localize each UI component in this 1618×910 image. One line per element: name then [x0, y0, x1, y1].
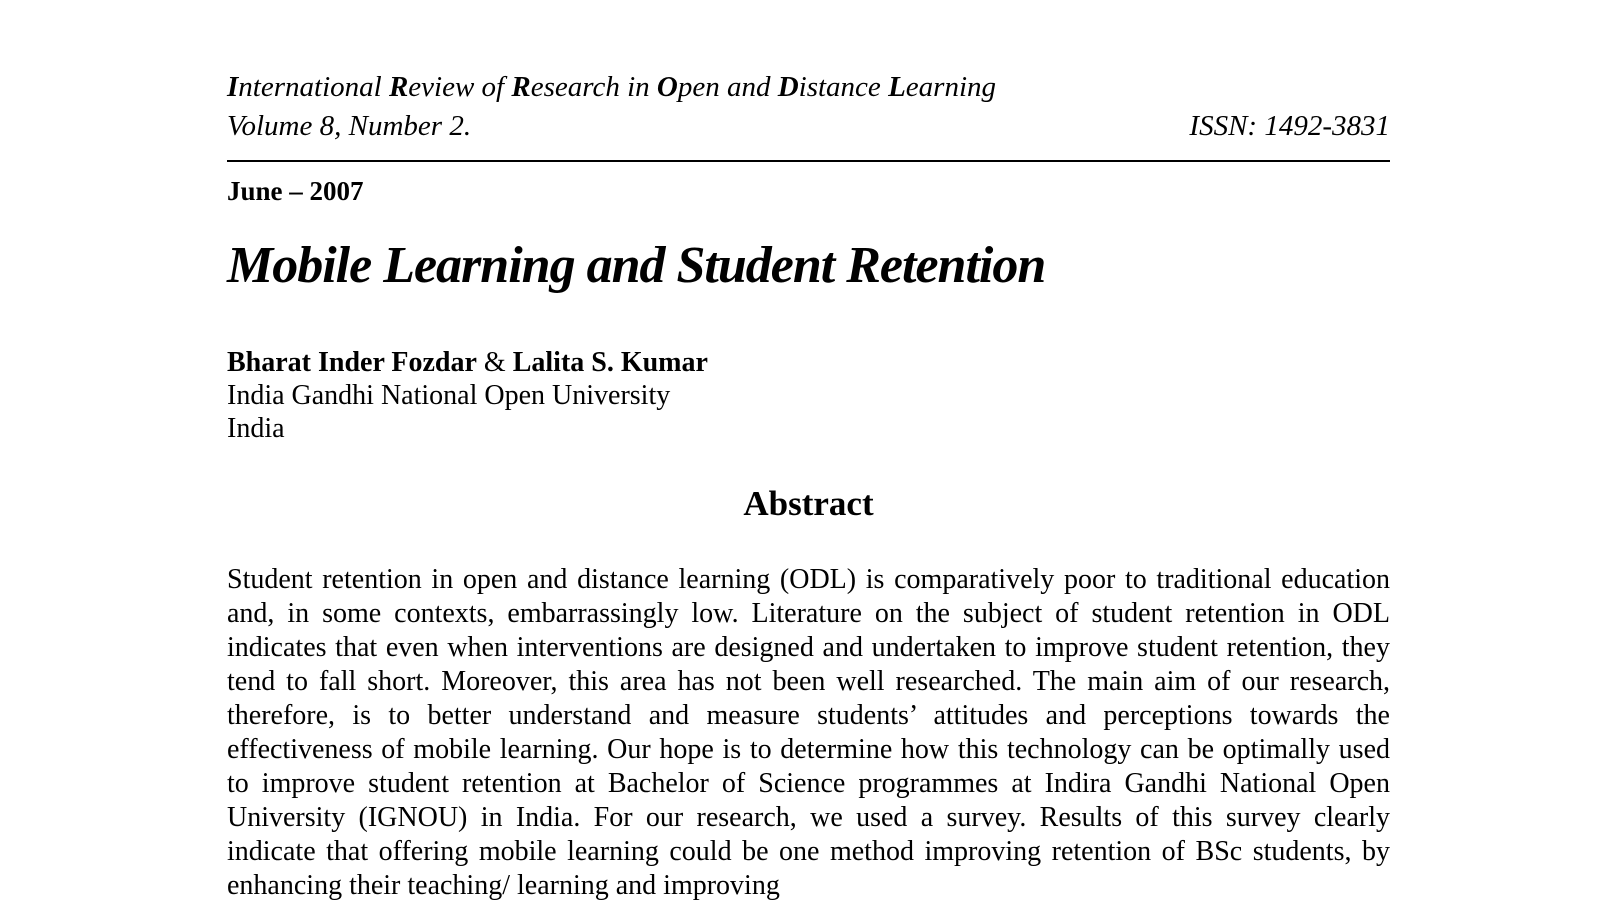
abstract-heading: Abstract: [743, 484, 874, 523]
journal-title-initial: I: [227, 71, 239, 103]
affiliation-country: India: [227, 413, 285, 444]
journal-title-segment: eview of: [408, 71, 512, 103]
issue-date: June – 2007: [227, 176, 364, 206]
journal-title: [227, 68, 1390, 107]
author-1: Bharat Inder Fozdar: [227, 347, 477, 378]
journal-title-initial: L: [888, 71, 906, 103]
author-2: Lalita S. Kumar: [512, 347, 708, 378]
masthead-divider: [227, 160, 1390, 162]
journal-title-segment: pen and: [677, 71, 778, 103]
masthead-row: [227, 107, 1390, 146]
byline: [227, 346, 1390, 445]
author-separator: &: [476, 347, 513, 378]
abstract-text: Student retention in open and distance learning (ODL) is comparatively poor to traditional education and, in some contexts, embarrassingly low. Literature on the subject of student retention in ODL indicates that even when interventions are designed and undertaken to improve student retention, they tend to fall short. Moreover, this area has not been well researched. The main aim of our research, therefore, is to better understand and measure students’ attitudes and perceptions towards the effectiveness of mobile learning. Our hope is to determine how this technology can be optimally used to improve student retention at Bachelor of Science programmes at Indira Gandhi National Open University (IGNOU) in India. For our research, we used a survey. Results of this survey clearly indicate that offering mobile learning could be one method improving retention of BSc students, by enhancing their teaching/ learning and improving: [227, 564, 1390, 901]
affiliation: India Gandhi National Open University: [227, 380, 671, 411]
article-title: Mobile Learning and Student Retention: [227, 237, 1046, 294]
paper-page: [227, 0, 1390, 903]
journal-title-segment: earning: [905, 71, 996, 103]
volume-number: Volume 8, Number 2.: [227, 110, 472, 142]
journal-title-segment: nternational: [238, 71, 389, 103]
journal-masthead: [227, 68, 1390, 146]
journal-title-segment: istance: [798, 71, 889, 103]
author-line: [227, 346, 1390, 379]
journal-title-segment: esearch in: [530, 71, 657, 103]
journal-title-initial: D: [777, 71, 799, 103]
journal-title-initial: R: [388, 71, 409, 103]
issn: ISSN: 1492-3831: [1189, 110, 1390, 142]
journal-title-initial: R: [511, 71, 531, 103]
journal-title-initial: O: [656, 71, 678, 103]
